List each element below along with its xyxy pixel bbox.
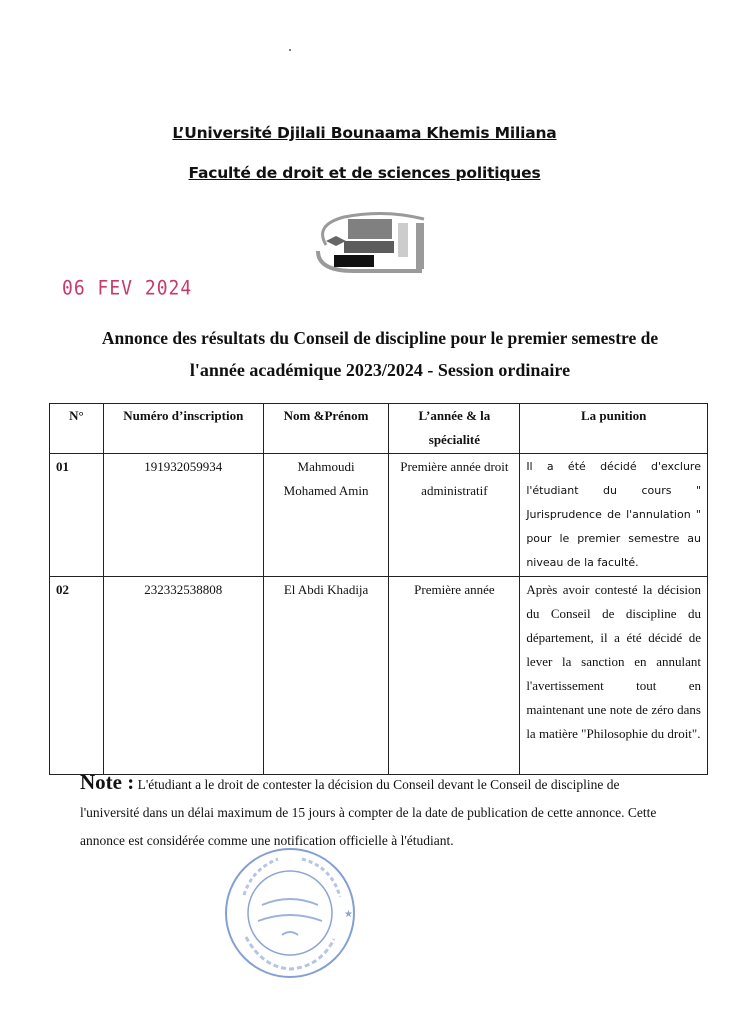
scan-speck xyxy=(289,49,291,51)
row-name: El Abdi Khadija xyxy=(263,577,389,775)
date-stamp: 06 FEV 2024 xyxy=(62,276,193,301)
header-number: N° xyxy=(50,404,104,454)
row-inscription: 232332538808 xyxy=(103,577,263,775)
note-text: L'étudiant a le droit de contester la décision du Conseil devant le Conseil de discipline de l'université dans un délai maximum de 15 jours à compter de la date de publication de cette annonce. Cette annonce est considérée comme une notification officielle à l'étudiant. xyxy=(80,777,657,848)
row-inscription: 191932059934 xyxy=(103,454,263,577)
svg-text:★: ★ xyxy=(344,909,353,920)
announcement-line-2: l'année académique 2023/2024 - Session ordinaire xyxy=(189,360,571,380)
row-number: 02 xyxy=(50,577,104,775)
note-label: Note : xyxy=(80,770,135,794)
table-row xyxy=(50,454,708,577)
header-name: Nom &Prénom xyxy=(263,404,389,454)
university-title: L’Université Djilali Bounaama Khemis Miliana xyxy=(172,124,557,142)
header-inscription: Numéro d’inscription xyxy=(103,404,263,454)
faculty-seal xyxy=(222,845,358,981)
row-number: 01 xyxy=(50,454,104,577)
faculty-title: Faculté de droit et de sciences politiques xyxy=(188,164,541,182)
table-header-row xyxy=(50,404,708,454)
row-year: Première année droit administratif xyxy=(389,454,520,577)
header-punishment: La punition xyxy=(520,404,708,454)
header-year: L’année & la spécialité xyxy=(389,404,520,454)
table-row xyxy=(50,577,708,775)
note-paragraph xyxy=(80,768,680,855)
row-punishment: Après avoir contesté la décision du Conseil de discipline du département, il a été décidé de lever la sanction en annulant l'avertissement tout en maintenant une note de zéro dans la matière "Philosophie du droit". xyxy=(520,577,708,775)
announcement-line-1: Annonce des résultats du Conseil de discipline pour le premier semestre de xyxy=(101,328,659,348)
results-table xyxy=(49,403,708,775)
university-logo xyxy=(304,205,444,277)
row-name: Mahmoudi Mohamed Amin xyxy=(263,454,389,577)
row-punishment: Il a été décidé d'exclure l'étudiant du cours " Jurisprudence de l'annulation " pour le premier semestre au niveau de la faculté. xyxy=(520,454,708,577)
row-year: Première année xyxy=(389,577,520,775)
